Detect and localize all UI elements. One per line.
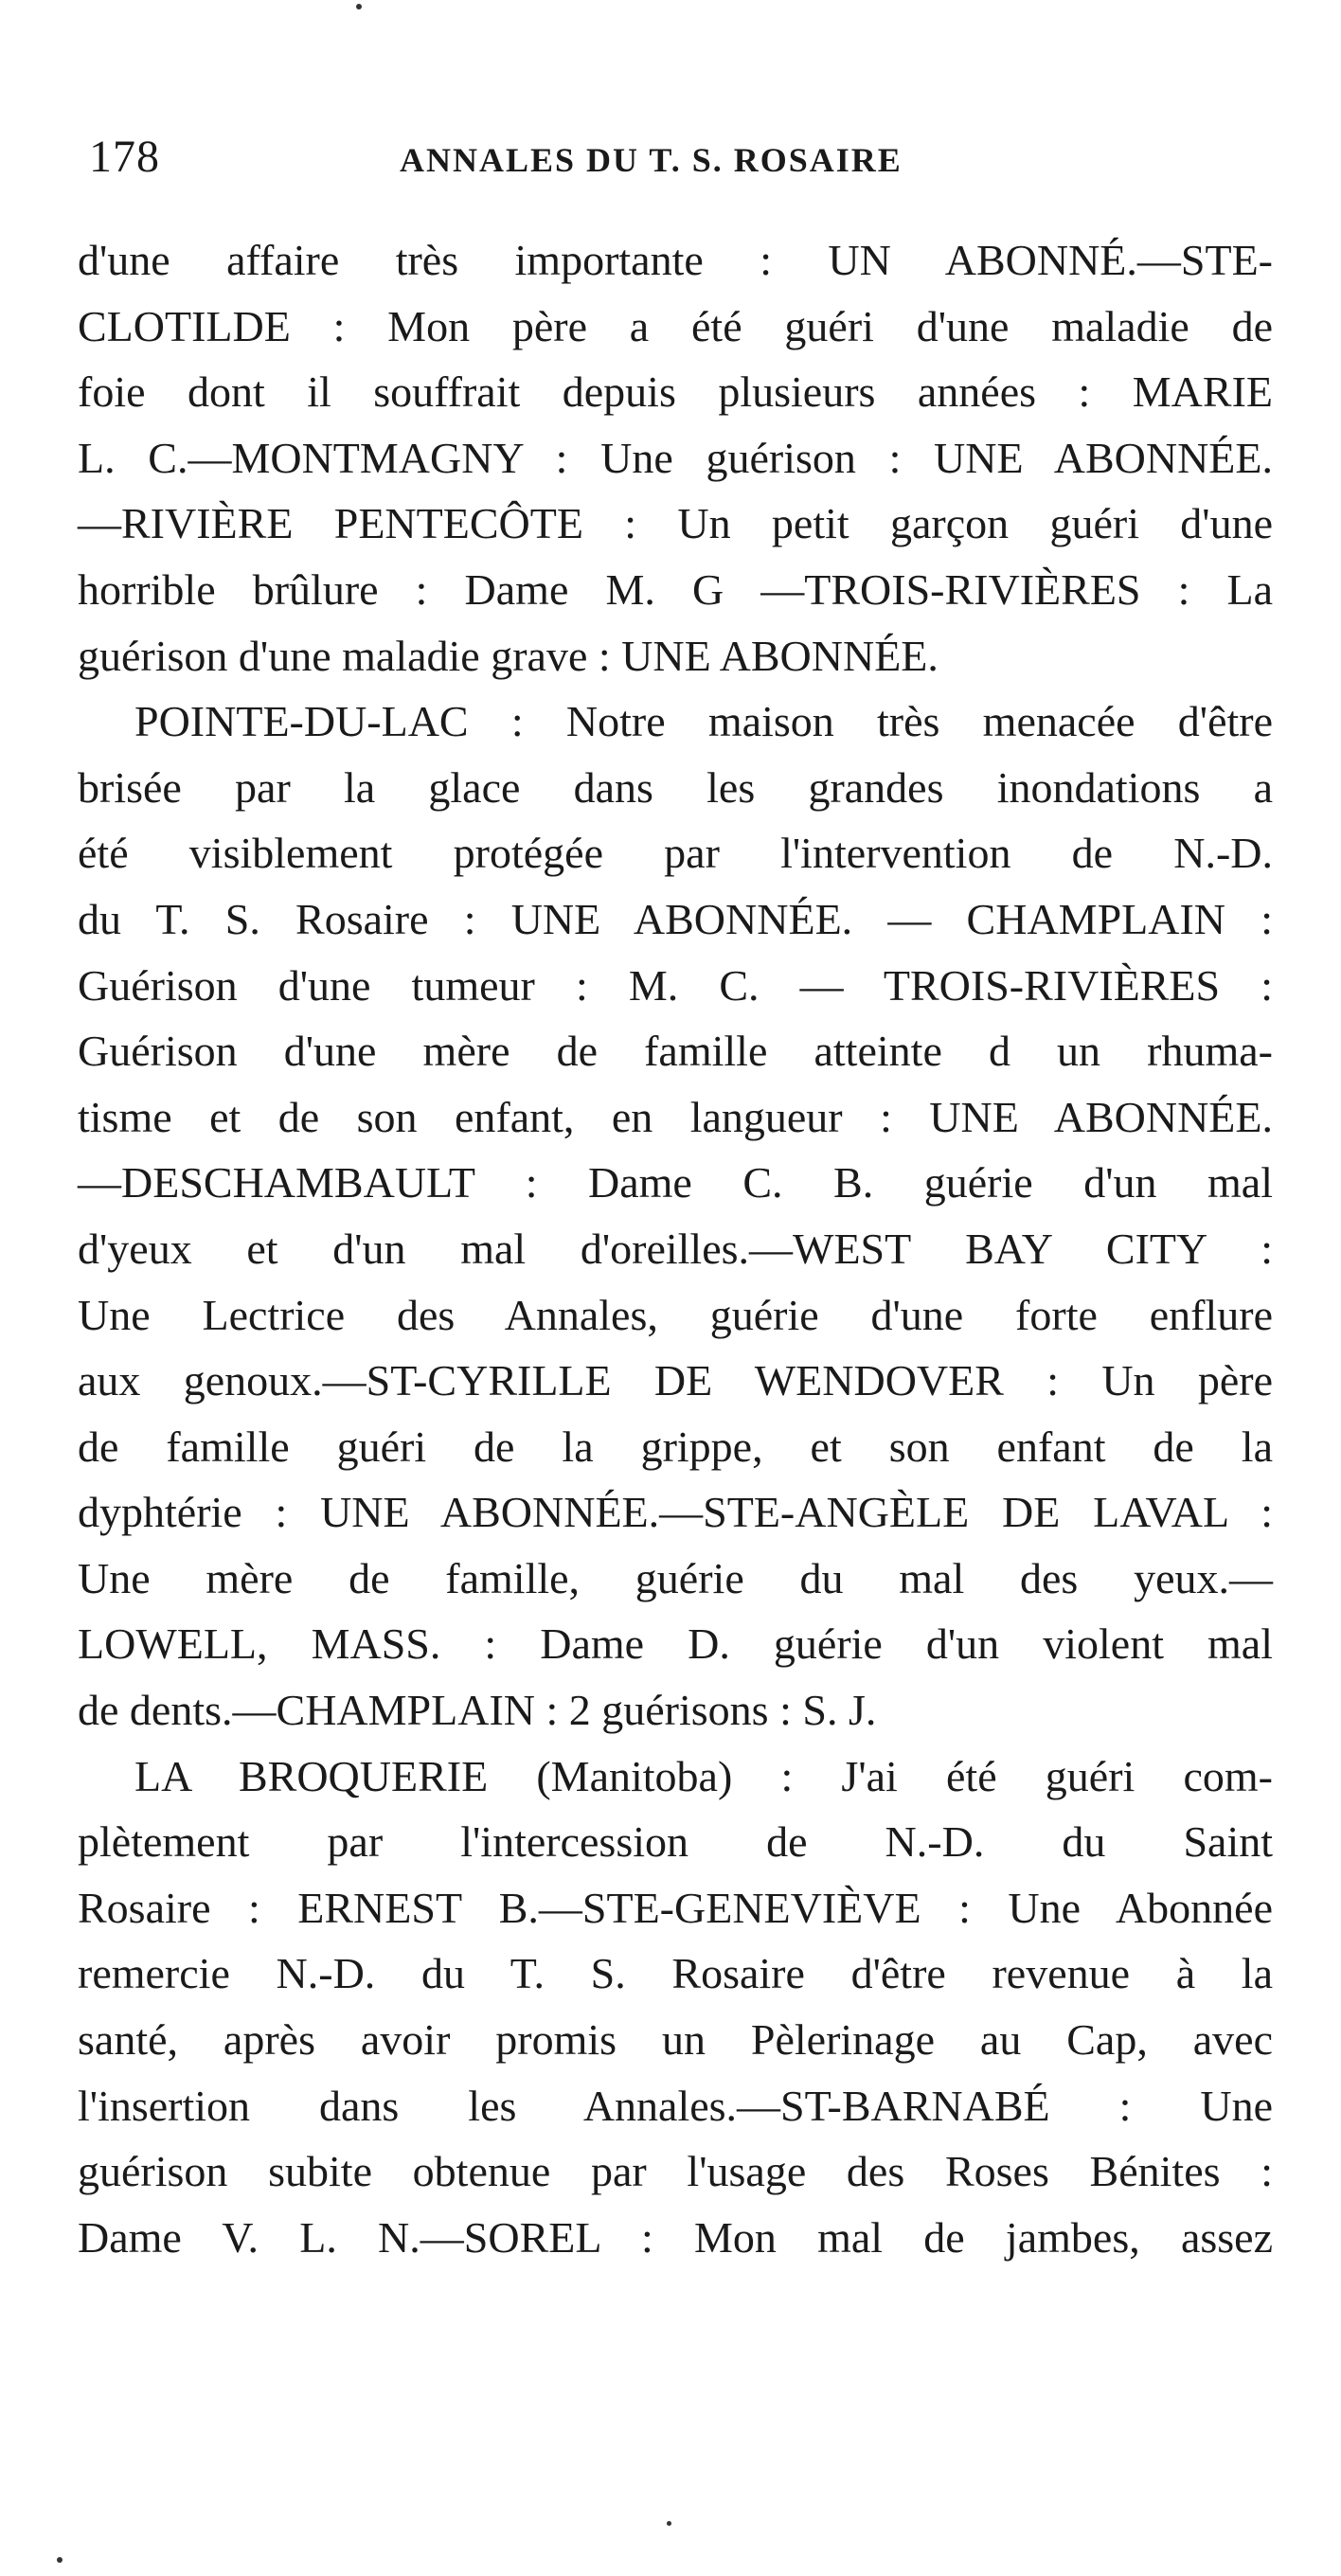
text-line: santé, après avoir promis un Pèlerinage au Cap, avec (78, 2015, 1273, 2065)
text-line: foie dont il souffrait depuis plusieurs années : MARIE (78, 367, 1273, 417)
text-line: été visiblement protégée par l'intervention de N.-D. (78, 829, 1273, 878)
paragraph-start: LA BROQUERIE (Manitoba) : J'ai été guéri com- (134, 1751, 1273, 1800)
ink-speck-bottom (667, 2521, 671, 2526)
text-line: LOWELL, MASS. : Dame D. guérie d'un violent mal (78, 1619, 1273, 1669)
text-line: Rosaire : ERNEST B.—STE-GENEVIÈVE : Une Abonnée (78, 1883, 1273, 1932)
text-line: de dents.—CHAMPLAIN : 2 guérisons : S. J. (78, 1686, 877, 1735)
text-line: Dame V. L. N.—SOREL : Mon mal de jambes, assez (78, 2212, 1273, 2262)
text-line: —RIVIÈRE PENTECÔTE : Un petit garçon guéri d'une (78, 499, 1273, 548)
page-header (89, 129, 1282, 186)
text-line: Guérison d'une tumeur : M. C. — TROIS-RIVIÈRES : (78, 960, 1273, 1010)
text-line: dyphtérie : UNE ABONNÉE.—STE-ANGÈLE DE LAVAL : (78, 1488, 1273, 1537)
text-line: L. C.—MONTMAGNY : Une guérison : UNE ABONNÉE. (78, 433, 1273, 482)
text-line: Guérison d'une mère de famille atteinte d un rhuma- (78, 1027, 1273, 1076)
text-line: brisée par la glace dans les grandes inondations a (78, 762, 1273, 812)
text-line: l'insertion dans les Annales.—ST-BARNABÉ : Une (78, 2081, 1273, 2130)
running-title: ANNALES DU T. S. ROSAIRE (400, 141, 903, 179)
body-text (78, 227, 1273, 2270)
text-line: —DESCHAMBAULT : Dame C. B. guérie d'un mal (78, 1158, 1273, 1208)
text-line: Une Lectrice des Annales, guérie d'une forte enflure (78, 1290, 1273, 1339)
text-line: du T. S. Rosaire : UNE ABONNÉE. — CHAMPLAIN : (78, 894, 1273, 943)
text-line: remercie N.-D. du T. S. Rosaire d'être revenue à la (78, 1949, 1273, 1998)
text-line: plètement par l'intercession de N.-D. du Saint (78, 1817, 1273, 1867)
text-line: d'yeux et d'un mal d'oreilles.—WEST BAY CITY : (78, 1224, 1273, 1273)
page-number: 178 (89, 132, 160, 182)
text-line: de famille guéri de la grippe, et son enfant de la (78, 1422, 1273, 1471)
text-line: guérison subite obtenue par l'usage des Roses Bénites : (78, 2147, 1273, 2196)
text-line: aux genoux.—ST-CYRILLE DE WENDOVER : Un père (78, 1356, 1273, 1405)
text-line: Une mère de famille, guérie du mal des yeux.— (78, 1553, 1273, 1602)
ink-speck-corner (57, 2557, 63, 2563)
ink-speck-top (356, 4, 362, 9)
text-line: d'une affaire très importante : UN ABONNÉ.—STE- (78, 236, 1273, 284)
text-line: tisme et de son enfant, en langueur : UNE ABONNÉE. (78, 1092, 1273, 1141)
text-line: guérison d'une maladie grave : UNE ABONNÉE. (78, 631, 939, 680)
paragraph-start: POINTE-DU-LAC : Notre maison très menacée d'être (134, 697, 1273, 746)
text-line: CLOTILDE : Mon père a été guéri d'une maladie de (78, 301, 1273, 350)
text-line: horrible brûlure : Dame M. G —TROIS-RIVIÈRES : La (78, 564, 1273, 614)
